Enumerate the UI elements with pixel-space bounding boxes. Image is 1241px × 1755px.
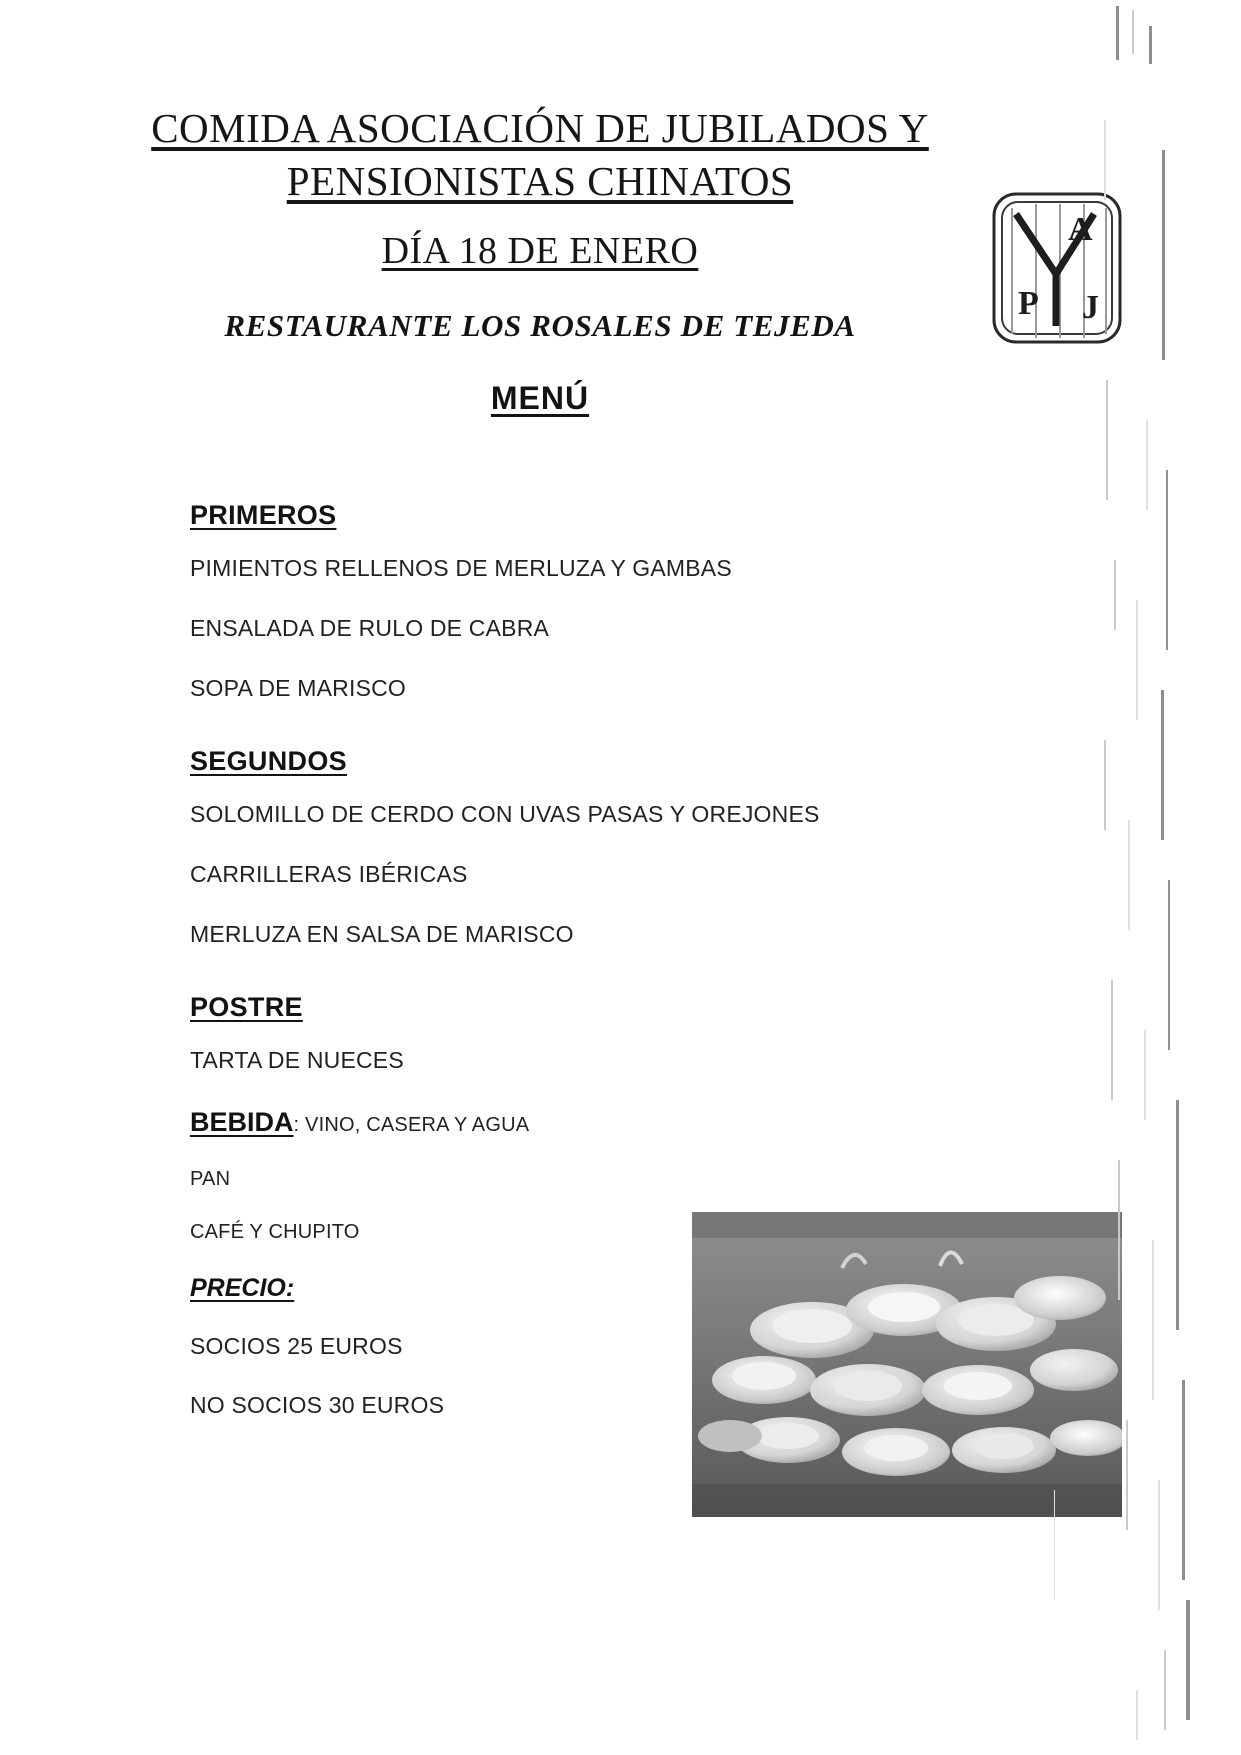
menu-item: SOLOMILLO DE CERDO CON UVAS PASAS Y OREJONES <box>190 801 820 827</box>
page-title-line-2-text: PENSIONISTAS CHINATOS <box>286 158 794 205</box>
bebida-row <box>190 1107 1010 1138</box>
page-title-line-1-text: COMIDA ASOCIACIÓN DE JUBILADOS Y <box>151 105 929 151</box>
section-heading-precio: PRECIO: <box>190 1274 295 1302</box>
restaurant-name: RESTAURANTE LOS ROSALES DE TEJEDA <box>224 307 856 343</box>
page-title-line-2 <box>0 152 1080 211</box>
document-body <box>0 0 1080 417</box>
menu-heading <box>0 380 1080 417</box>
menu-item: CAFÉ Y CHUPITO <box>190 1221 360 1243</box>
food-photo <box>692 1212 1122 1517</box>
price-item: NO SOCIOS 30 EUROS <box>190 1392 445 1418</box>
svg-text:J: J <box>1082 289 1099 326</box>
title-block <box>0 104 1080 417</box>
menu-item: SOPA DE MARISCO <box>190 675 407 701</box>
bebida-items: : VINO, CASERA Y AGUA <box>293 1114 530 1136</box>
section-heading-segundos: SEGUNDOS <box>190 746 347 776</box>
section-heading-postre: POSTRE <box>190 992 303 1022</box>
menu-item: PAN <box>190 1168 231 1190</box>
menu-item: PIMIENTOS RELLENOS DE MERLUZA Y GAMBAS <box>190 555 732 581</box>
svg-text:A: A <box>1068 211 1093 248</box>
section-heading-bebida: BEBIDA <box>190 1107 294 1137</box>
ajp-chinatos-logo <box>990 188 1130 348</box>
menu-item: MERLUZA EN SALSA DE MARISCO <box>190 921 574 947</box>
price-item: SOCIOS 25 EUROS <box>190 1333 403 1359</box>
page-title-line-3-text: DÍA 18 DE ENERO <box>381 229 699 272</box>
page-title-line-3 <box>0 212 1080 292</box>
menu-item: ENSALADA DE RULO DE CABRA <box>190 615 550 641</box>
svg-text:P: P <box>1018 285 1039 322</box>
page-title-line-1 <box>0 104 1080 152</box>
section-heading-primeros: PRIMEROS <box>190 500 337 530</box>
menu-heading-text: MENÚ <box>490 379 590 416</box>
menu-item: CARRILLERAS IBÉRICAS <box>190 861 468 887</box>
menu-item: TARTA DE NUECES <box>190 1047 404 1073</box>
